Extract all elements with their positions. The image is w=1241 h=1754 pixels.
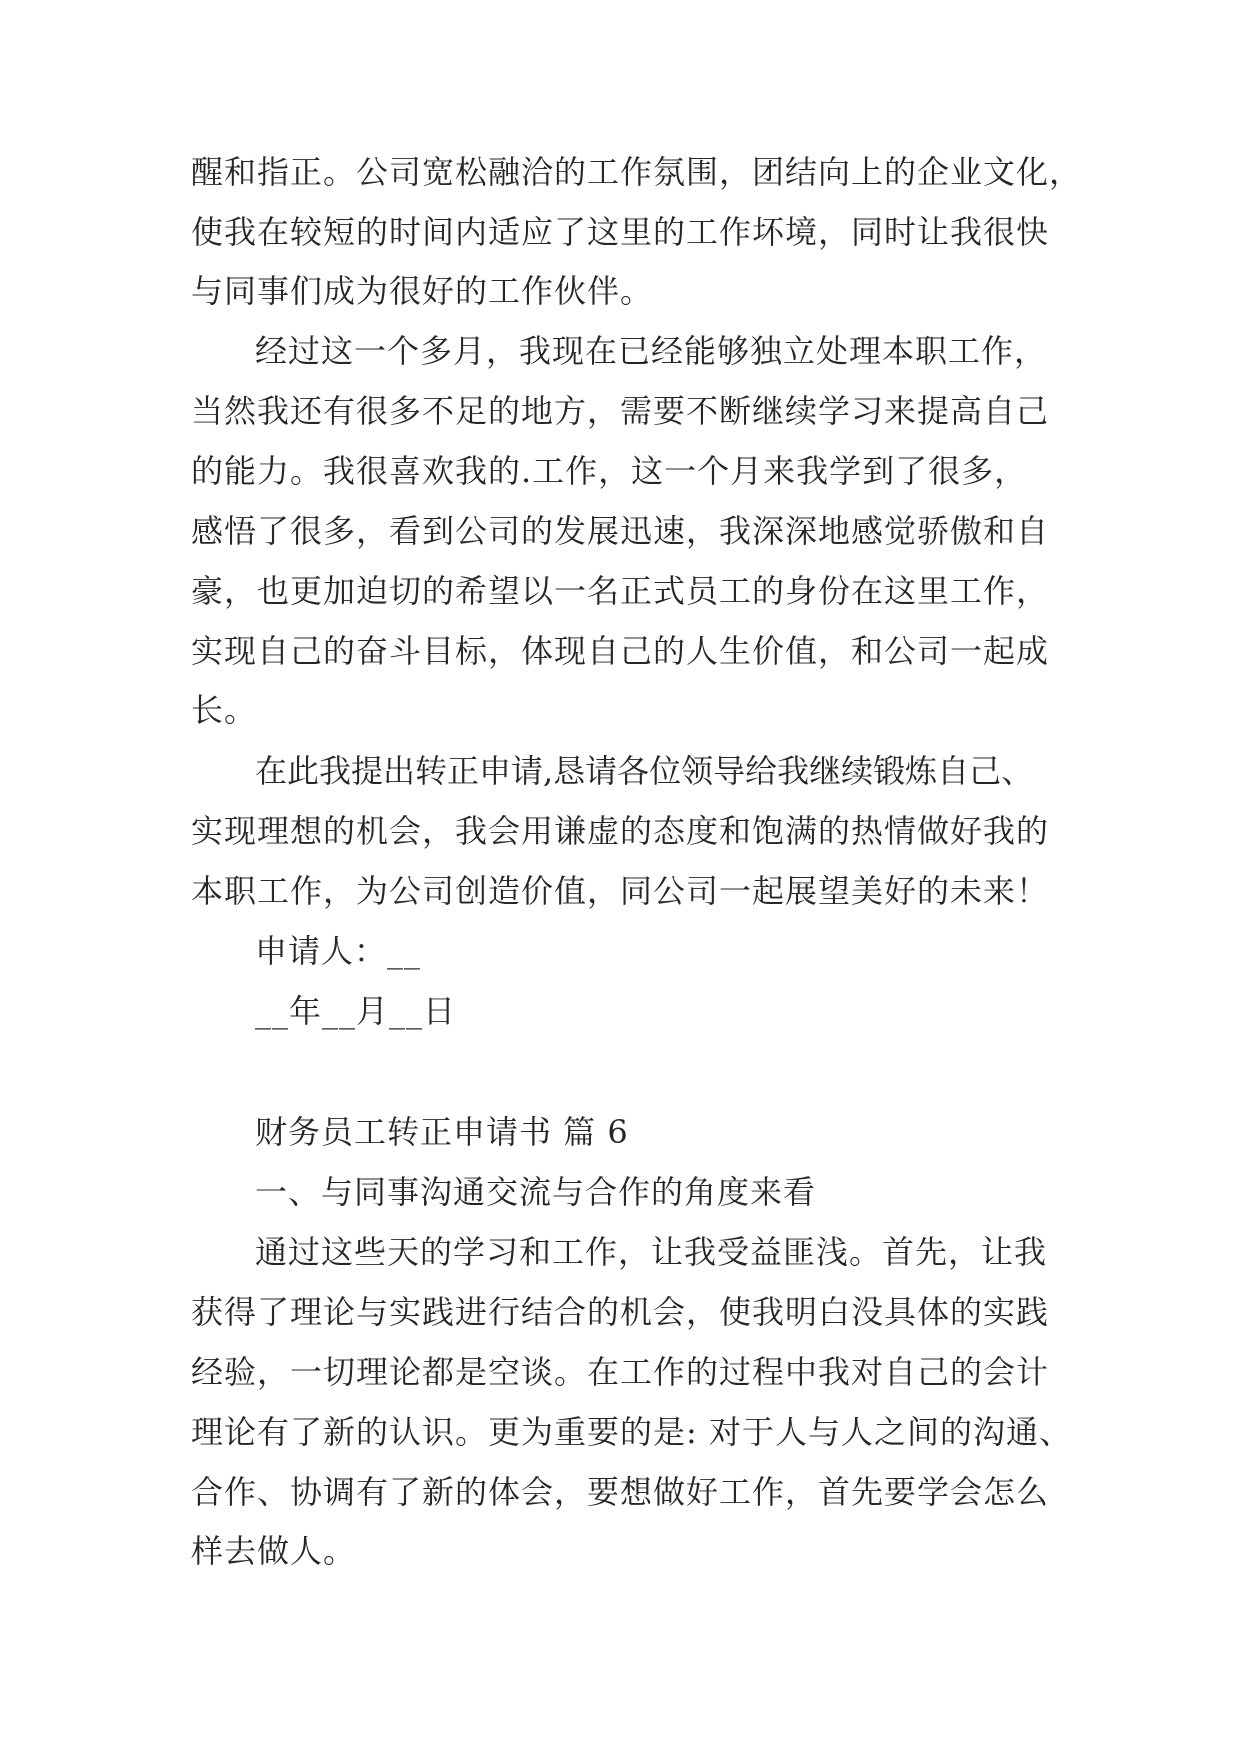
paragraph-line: 经验，一切理论都是空谈。在工作的过程中我对自己的会计: [191, 1353, 1050, 1391]
paragraph-line: 的能力。我很喜欢我的.工作，这一个月来我学到了很多，: [191, 452, 1028, 490]
paragraph-line: 实现理想的机会，我会用谦虚的态度和饱满的热情做好我的: [191, 812, 1050, 850]
paragraph-line: 在此我提出转正申请,恳请各位领导给我继续锻炼自己、: [255, 752, 1034, 790]
paragraph-line: 长。: [191, 691, 258, 729]
paragraph-line: 与同事们成为很好的工作伙伴。: [191, 272, 654, 310]
date-line: __年__月__日: [255, 992, 457, 1030]
paragraph-line: 获得了理论与实践进行结合的机会，使我明白没具体的实践: [191, 1293, 1050, 1331]
paragraph-line: 当然我还有很多不足的地方，需要不断继续学习来提高自己: [191, 392, 1050, 430]
paragraph-line: 本职工作，为公司创造价值，同公司一起展望美好的未来！: [191, 872, 1050, 910]
paragraph-line: 实现自己的奋斗目标，体现自己的人生价值，和公司一起成: [191, 632, 1050, 670]
applicant-signature-line: 申请人：__: [255, 932, 422, 970]
paragraph-line: 豪，也更加迫切的希望以一名正式员工的身份在这里工作，: [191, 572, 1050, 610]
paragraph-line: 感悟了很多，看到公司的发展迅速，我深深地感觉骄傲和自: [191, 512, 1050, 550]
paragraph-line: 醒和指正。公司宽松融洽的工作氛围，团结向上的企业文化，: [191, 153, 1083, 191]
section-title: 财务员工转正申请书 篇 6: [255, 1113, 629, 1151]
paragraph-line: 通过这些天的学习和工作，让我受益匪浅。首先，让我: [255, 1233, 1048, 1271]
paragraph-line: 合作、协调有了新的体会，要想做好工作，首先要学会怎么: [191, 1473, 1050, 1511]
paragraph-line: 经过这一个多月，我现在已经能够独立处理本职工作，: [255, 332, 1048, 370]
section-subheading: 一、与同事沟通交流与合作的角度来看: [255, 1173, 817, 1211]
paragraph-line: 理论有了新的认识。更为重要的是: 对于人与人之间的沟通、: [191, 1413, 1072, 1451]
paragraph-line: 使我在较短的时间内适应了这里的工作坏境，同时让我很快: [191, 213, 1050, 251]
paragraph-line: 样去做人。: [191, 1532, 357, 1570]
